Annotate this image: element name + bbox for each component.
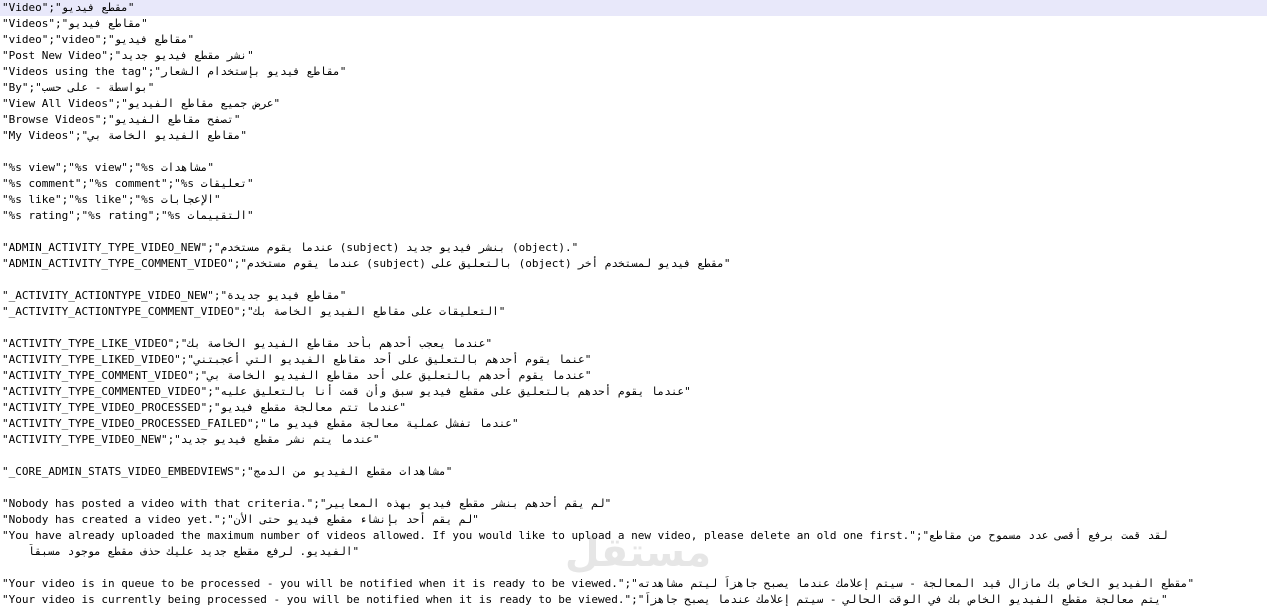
code-line[interactable]: "%s rating";"%s rating";"%s التقييمات" <box>2 209 254 222</box>
code-line[interactable]: "By";"بواسطة - على حسب" <box>2 81 155 94</box>
code-line[interactable]: "Your video is in queue to be processed - you will be notified when it is ready to be viewed.";"مقطع الفيديو الخاص بك مازال قيد المعالجة - سيتم إعلامك عندما يصبح جاهزاً ليتم مشاهدته" <box>2 577 1195 590</box>
code-line-blank[interactable] <box>0 448 1267 464</box>
code-line[interactable]: "_ACTIVITY_ACTIONTYPE_COMMENT_VIDEO";"التعليقات على مقاطع الفيديو الخاصة بك" <box>2 305 506 318</box>
code-line[interactable]: "Nobody has created a video yet.";"لم يقم أحد بإنشاء مقطع فيديو حتى الأن" <box>2 513 479 526</box>
code-line-blank[interactable] <box>0 224 1267 240</box>
code-line[interactable]: "Videos";"مقاطع فيديو" <box>2 17 148 30</box>
code-line[interactable]: "ADMIN_ACTIVITY_TYPE_COMMENT_VIDEO";"عندما يقوم مستخدم (subject) بالتعليق على (object) مقطع فيديو لمستخدم أخر" <box>2 257 731 270</box>
watermark-logo: مستقل <box>564 530 712 576</box>
code-line-blank[interactable] <box>0 272 1267 288</box>
code-line[interactable]: "ACTIVITY_TYPE_LIKE_VIDEO";"عندما يعجب أحدهم بأحد مقاطع الفيديو الخاصة بك" <box>2 337 493 350</box>
code-line[interactable]: "%s view";"%s view";"%s مشاهدات" <box>2 161 214 174</box>
code-line[interactable]: "Videos using the tag";"مقاطع فيديو بإستخدام الشعار" <box>2 65 347 78</box>
code-line[interactable]: "ADMIN_ACTIVITY_TYPE_VIDEO_NEW";"عندما يقوم مستخدم (subject) بنشر فيديو جديد (object)." <box>2 241 579 254</box>
code-line[interactable]: "video";"video";"مقاطع فيديو" <box>2 33 195 46</box>
code-line-wrapped[interactable]: الفيديو. لرفع مقطع جديد عليك حذف مقطع موجود مسبقاً" <box>28 545 360 558</box>
code-line[interactable]: "Nobody has posted a video with that criteria.";"لم يقم أحدهم بنشر مقطع فيديو بهذه المعايير" <box>2 497 612 510</box>
code-line[interactable]: "ACTIVITY_TYPE_VIDEO_NEW";"عندما يتم نشر مقطع فيديو جديد" <box>2 433 380 446</box>
code-line[interactable]: "Video";"مقطع فيديو" <box>0 0 1267 16</box>
code-line[interactable]: "%s comment";"%s comment";"%s تعليقات" <box>2 177 254 190</box>
code-line-blank[interactable] <box>0 144 1267 160</box>
code-line[interactable]: "My Videos";"مقاطع الفيديو الخاصة بي" <box>2 129 248 142</box>
code-line[interactable]: "ACTIVITY_TYPE_COMMENT_VIDEO";"عندما يقوم أحدهم بالتعليق على أحد مقاطع الفيديو الخاصة بي" <box>2 369 592 382</box>
code-line[interactable]: "Browse Videos";"تصفح مقاطع الفيديو" <box>2 113 241 126</box>
code-line[interactable]: "%s like";"%s like";"%s الإعجابات" <box>2 193 221 206</box>
code-line[interactable]: "Post New Video";"نشر مقطع فيديو جديد" <box>2 49 254 62</box>
code-line-blank[interactable] <box>0 560 1267 576</box>
code-line[interactable]: "View All Videos";"عرض جميع مقاطع الفيديو" <box>2 97 281 110</box>
code-line[interactable]: "Your video is currently being processed - you will be notified when it is ready to be viewed.";"يتم معالجة مقطع الفيديو الخاص بك في الوقت الحالي - سيتم إعلامك عندما يصبح جاهزاً" <box>2 593 1168 606</box>
code-line[interactable]: "ACTIVITY_TYPE_COMMENTED_VIDEO";"عندما يقوم أحدهم بالتعليق على مقطع فيديو سبق وأن قمت أنا بالتعليق عليه" <box>2 385 691 398</box>
code-line[interactable]: "_CORE_ADMIN_STATS_VIDEO_EMBEDVIEWS";"مشاهدات مقطع الفيديو من الدمج" <box>2 465 453 478</box>
code-line[interactable]: "ACTIVITY_TYPE_LIKED_VIDEO";"عنما يقوم أحدهم بالتعليق على أحد مقاطع الفيديو التي أعجبتني" <box>2 353 592 366</box>
code-line-blank[interactable] <box>0 320 1267 336</box>
code-line[interactable]: "You have already uploaded the maximum number of videos allowed. If you would like to upload a new video, please delete an old one first.";"لقد قمت برفع أقصى عدد مسموح من مقاطع <box>2 529 1168 542</box>
code-line[interactable]: "_ACTIVITY_ACTIONTYPE_VIDEO_NEW";"مقاطع فيديو جديدة" <box>2 289 347 302</box>
code-line[interactable]: "ACTIVITY_TYPE_VIDEO_PROCESSED_FAILED";"عندما تفشل عملية معالجة مقطع فيديو ما" <box>2 417 519 430</box>
code-line[interactable]: "ACTIVITY_TYPE_VIDEO_PROCESSED";"عندما تتم معالجة مقطع فيديو" <box>2 401 406 414</box>
code-line-blank[interactable] <box>0 480 1267 496</box>
